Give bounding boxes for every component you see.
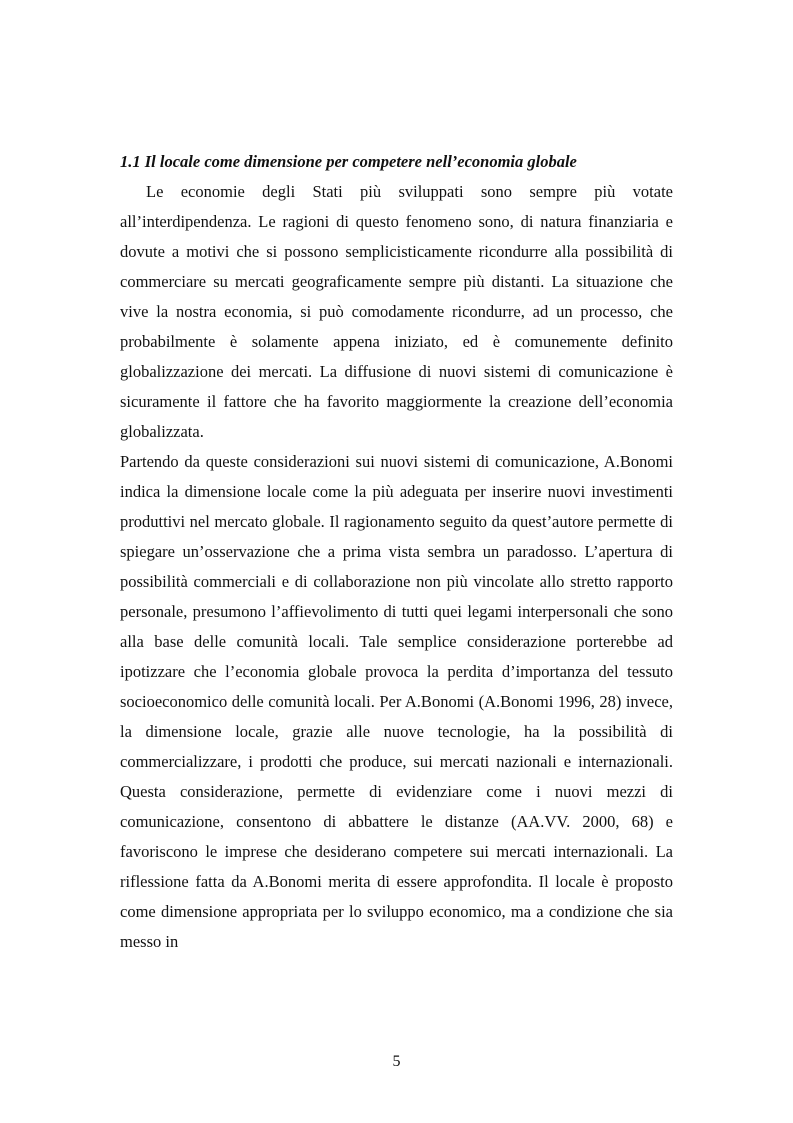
page-number: 5 — [392, 1053, 401, 1070]
paragraph-1: Le economie degli Stati più sviluppati sono sempre più votate all’interdipendenza. Le ragioni di questo fenomeno sono, di natura finanziaria e dovute a motivi che si possono semplicisticamente ricondurre alla possibilità di commerciare su mercati geograficamente sempre più distanti. La situazione che vive la nostra economia, si può comodamente ricondurre, ad un processo, che probabilmente è solamente appena iniziato, ed è comunemente definito globalizzazione dei mercati. La diffusione di nuovi sistemi di comunicazione è sicuramente il fattore che ha favorito maggiormente la creazione dell’economia globalizzata. — [120, 182, 673, 441]
page-body — [120, 147, 673, 957]
paragraph-2: Partendo da queste considerazioni sui nuovi sistemi di comunicazione, A.Bonomi indica la dimensione locale come la più adeguata per inserire nuovi investimenti produttivi nel mercato globale. Il ragionamento seguito da quest’autore permette di spiegare un’osservazione che a prima vista sembra un paradosso. L’apertura di possibilità commerciali e di collaborazione non più vincolate allo stretto rapporto personale, presumono l’affievolimento di tutti quei legami interpersonali che sono alla base delle comunità locali. Tale semplice considerazione porterebbe ad ipotizzare che l’economia globale provoca la perdita d’importanza del tessuto socioeconomico delle comunità locali. Per A.Bonomi (A.Bonomi 1996, 28) invece, la dimensione locale, grazie alle nuove tecnologie, ha la possibilità di commercializzare, i prodotti che produce, sui mercati nazionali e internazionali. Questa considerazione, permette di evidenziare come i nuovi mezzi di comunicazione, consentono di abbattere le distanze (AA.VV. 2000, 68) e favoriscono le imprese che desiderano competere sui mercati internazionali. La riflessione fatta da A.Bonomi merita di essere approfondita. Il locale è proposto come dimensione appropriata per lo sviluppo economico, ma a condizione che sia messo in — [120, 452, 673, 951]
section-heading: 1.1 Il locale come dimensione per competere nell’economia globale — [120, 152, 577, 171]
